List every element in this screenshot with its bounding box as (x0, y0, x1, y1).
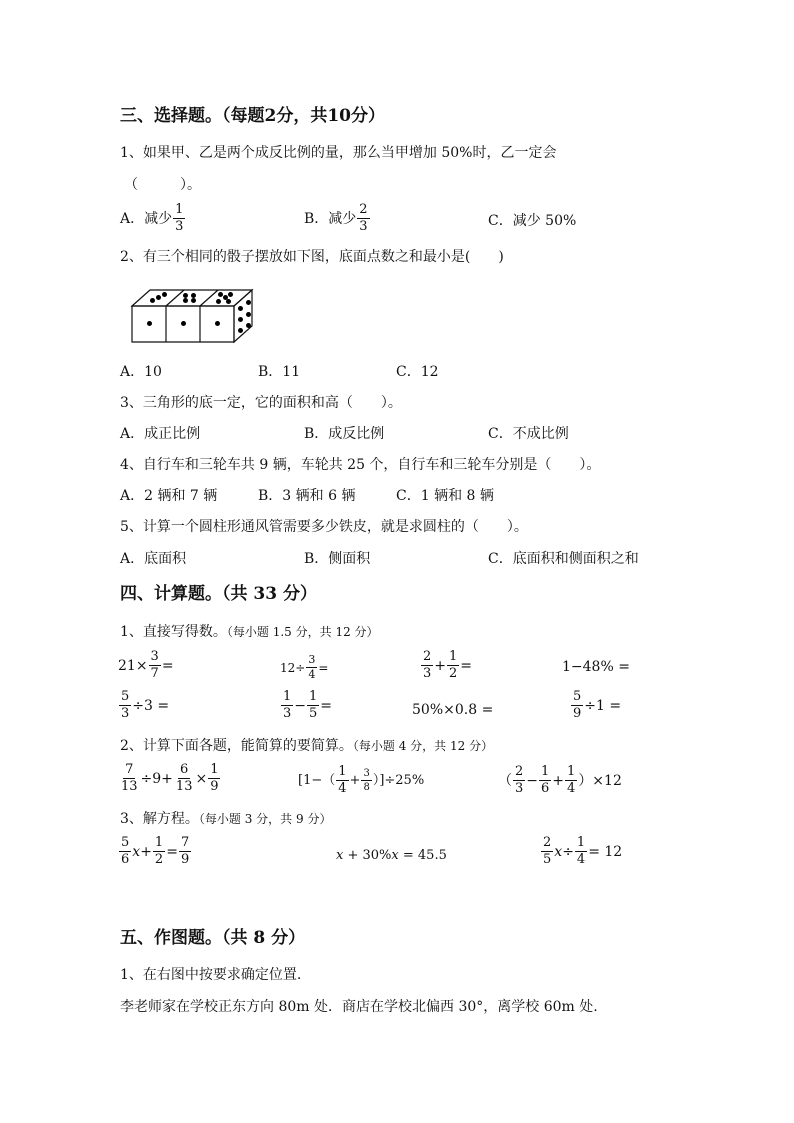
calc-1-2: 12÷ $\frac{3}{4}$ = (280, 653, 329, 682)
q3-option-b: B．成反比例 (304, 426, 385, 442)
q2-option-b: B．11 (258, 364, 301, 380)
calc-1-1: 21× $\frac{3}{7}$ = (118, 649, 174, 682)
part3-title: 3、解方程。（每小题 3 分，共 9 分） (120, 811, 332, 827)
part2-note: （每小题 4 分，共 12 分） (352, 739, 494, 753)
q3-option-a: A．成正比例 (120, 426, 201, 442)
question1-stem: 1、如果甲、乙是两个成反比例的量，那么当甲增加 50%时，乙一定会 (120, 145, 557, 161)
part1-note: （每小题 1.5 分，共 12 分） (226, 625, 379, 639)
question5-stem: 5、计算一个圆柱形通风管需要多少铁皮，就是求圆柱的（ ）。 (120, 519, 528, 535)
section5-title: 五、作图题。（共 8 分） (120, 928, 306, 948)
dice-figure (130, 286, 254, 344)
q2-option-a: A．10 (120, 364, 162, 380)
section3-title: 三、选择题。（每题2分，共10分） (120, 106, 385, 126)
calc-2-1: $\frac{7}{13}$ ÷9+ $\frac{6}{13}$ × $\frac{1}{9}$ (121, 762, 219, 795)
section5-question1: 1、在右图中按要求确定位置. (120, 967, 302, 983)
q4-option-b: B．3 辆和 6 辆 (258, 488, 356, 504)
q2-option-c: C．12 (396, 364, 439, 380)
calc-1-6: 1 3 − $\frac{1}{5}$ = (283, 689, 333, 722)
calc-1-3: 2 3 + $\frac{1}{2}$ = (423, 649, 473, 682)
question2-stem: 2、有三个相同的骰子摆放如下图，底面点数之和最小是( ) (120, 249, 504, 265)
q4-option-c: C．1 辆和 8 辆 (396, 488, 494, 504)
part3-note: （每小题 3 分，共 9 分） (198, 812, 332, 826)
calc-1-7: 50%×0.8 = (412, 702, 494, 718)
q1-option-b: B．减少 2 3 (304, 202, 368, 235)
question3-stem: 3、三角形的底一定，它的面积和高（ ）。 (120, 395, 402, 411)
section4-title: 四、计算题。（共 33 分） (120, 584, 317, 604)
q5-option-b: B．侧面积 (304, 551, 371, 567)
q1-option-c: C．减少 50% (488, 213, 577, 229)
calc-1-8: $\frac{5}{9}$ ÷1 = (573, 689, 622, 722)
part2-title: 2、计算下面各题，能简算的要简算。（每小题 4 分，共 12 分） (120, 738, 494, 754)
equation-2: x + 30%x = 45.5 (336, 848, 447, 863)
calc-1-4: 1−48% = (562, 659, 630, 675)
calc-2-3: （ 2 3 − $\frac{1}{6}$ + $\frac{1}{4}$ ）×12 (498, 764, 622, 797)
part1-title: 1、直接写得数。（每小题 1.5 分，共 12 分） (120, 624, 379, 640)
equation-1: 5 6 x + $\frac{1}{2}$ = $\frac{7}{9}$ (121, 835, 190, 868)
q5-option-c: C．底面积和侧面积之和 (488, 551, 639, 567)
question1-paren: （ ）。 (124, 177, 201, 193)
calc-1-5: $\frac{5}{3}$ ÷3 = (121, 689, 170, 722)
equation-3: 2 5 x ÷ $\frac{1}{4}$ = 12 (543, 835, 623, 868)
q5-option-a: A．底面积 (120, 551, 187, 567)
q1-option-a: A．减少 1 3 (120, 202, 184, 235)
q3-option-c: C．不成比例 (488, 426, 569, 442)
q4-option-a: A．2 辆和 7 辆 (120, 488, 218, 504)
question4-stem: 4、自行车和三轮车共 9 辆，车轮共 25 个，自行车和三轮车分别是（ ）。 (120, 457, 601, 473)
calc-2-2: [1−（ 1 4 + $\frac{3}{8}$ ）]÷25% (298, 764, 425, 797)
section5-question1-detail: 李老师家在学校正东方向 80m 处．商店在学校北偏西 30°，离学校 60m 处. (120, 999, 598, 1015)
